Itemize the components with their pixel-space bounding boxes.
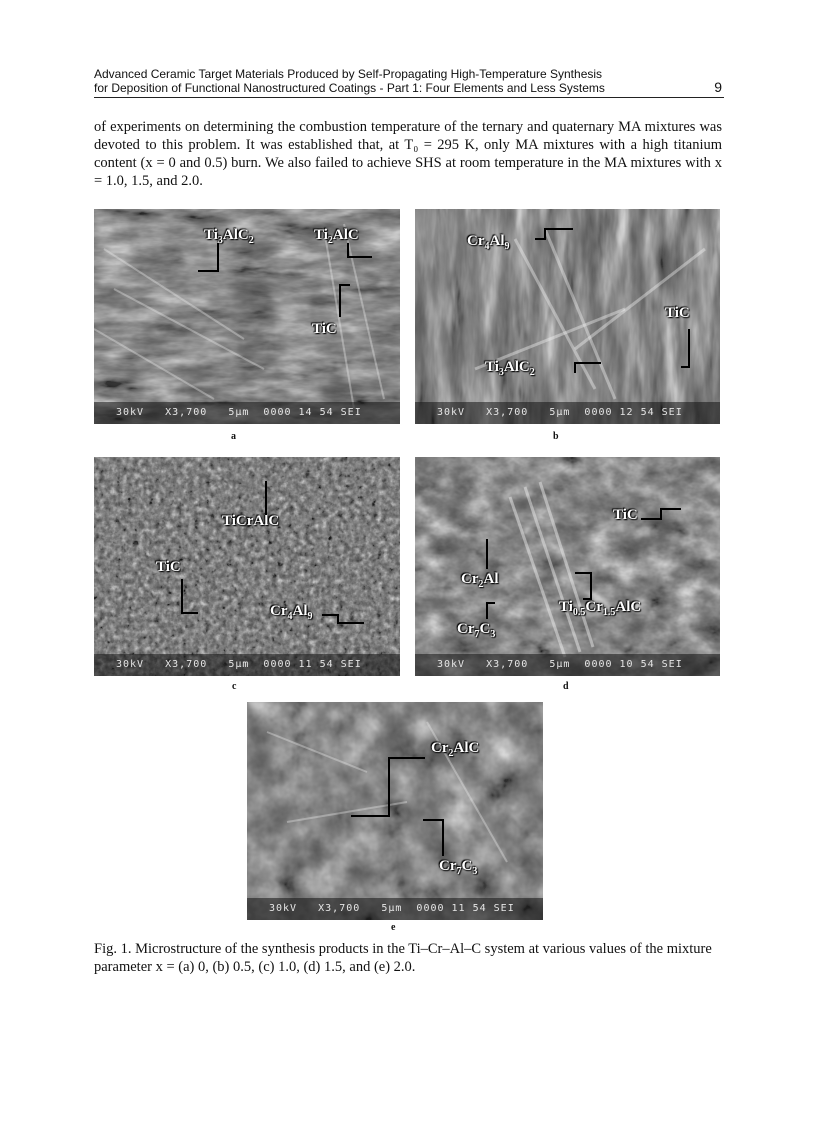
header-rule	[94, 97, 724, 98]
sem-panel-c	[94, 457, 400, 676]
sem-databar-b: 30kV X3,700 5μm 0000 12 54 SEI	[415, 402, 720, 424]
sem-micrograph-d	[415, 457, 720, 676]
sem-databar-c: 30kV X3,700 5μm 0000 11 54 SEI	[94, 654, 400, 676]
phase-label-cr7c3: $Cr_7C_3$	[457, 621, 496, 640]
sem-panel-e	[247, 702, 543, 920]
running-header	[94, 67, 724, 95]
panel-sublabel-a: a	[231, 431, 236, 442]
phase-label-cr4al9: $Cr_4Al_9$	[467, 233, 510, 252]
sem-databar-a: 30kV X3,700 5μm 0000 14 54 SEI	[94, 402, 400, 424]
phase-label-tic: TiC	[312, 321, 337, 337]
sem-micrograph-c	[94, 457, 400, 676]
panel-sublabel-b: b	[553, 431, 559, 442]
phase-label-cr4al9: $Cr_4Al_9$	[270, 603, 313, 622]
phase-label-ti3alc2: $Ti_3AlC_2$	[485, 359, 535, 378]
phase-label-ti3alc2: $Ti_3AlC_2$	[204, 227, 254, 246]
sem-databar-e: 30kV X3,700 5μm 0000 11 54 SEI	[247, 898, 543, 920]
phase-label-ti05cr15alc: $Ti_{0.5}Cr_{1.5}AlC$	[559, 599, 642, 618]
sem-panel-d	[415, 457, 720, 676]
panel-sublabel-c: c	[232, 681, 237, 692]
sem-panel-b	[415, 209, 720, 424]
page-number: 9	[714, 79, 722, 95]
sem-databar-d: 30kV X3,700 5μm 0000 10 54 SEI	[415, 654, 720, 676]
body-paragraph: of experiments on determining the combustion temperature of the ternary and quaternary MA mixtures was devoted to this problem. It was established that, at T₀ = 295 K, only MA mixtures with a high titanium content (x = 0 and 0.5) burn. We also failed to achieve SHS at room temperature in the MA mixtures with x = 1.0, 1.5, and 2.0.	[94, 119, 722, 189]
figure-caption-text: Fig. 1. Microstructure of the synthesis products in the Ti–Cr–Al–C system at various values of the mixture parameter x = (a) 0, (b) 0.5, (c) 1.0, (d) 1.5, and (e) 2.0.	[94, 941, 712, 975]
phase-label-ti2alc: $Ti_2AlC$	[314, 227, 359, 246]
running-header-line-2: for Deposition of Functional Nanostructured Coatings - Part 1: Four Elements and Less Systems	[94, 81, 605, 95]
running-header-line-1: Advanced Ceramic Target Materials Produced by Self-Propagating High-Temperature Synthesis	[94, 67, 603, 81]
phase-label-tic: TiC	[156, 559, 181, 575]
figure-caption	[94, 940, 734, 976]
sem-panel-a	[94, 209, 400, 424]
phase-label-tic: TiC	[613, 507, 638, 523]
phase-label-cr2al: $Cr_2Al$	[461, 571, 499, 590]
phase-label-cr7c3: $Cr_7C_3$	[439, 858, 478, 877]
panel-sublabel-d: d	[563, 681, 569, 692]
panel-sublabel-e: e	[391, 922, 396, 933]
phase-label-tic: TiC	[665, 305, 690, 321]
phase-label-cr2alc: $Cr_2AlC$	[431, 740, 480, 759]
body-text	[94, 118, 722, 190]
sem-micrograph-e	[247, 702, 543, 920]
phase-label-ticralc: TiCrAlC	[222, 513, 280, 529]
